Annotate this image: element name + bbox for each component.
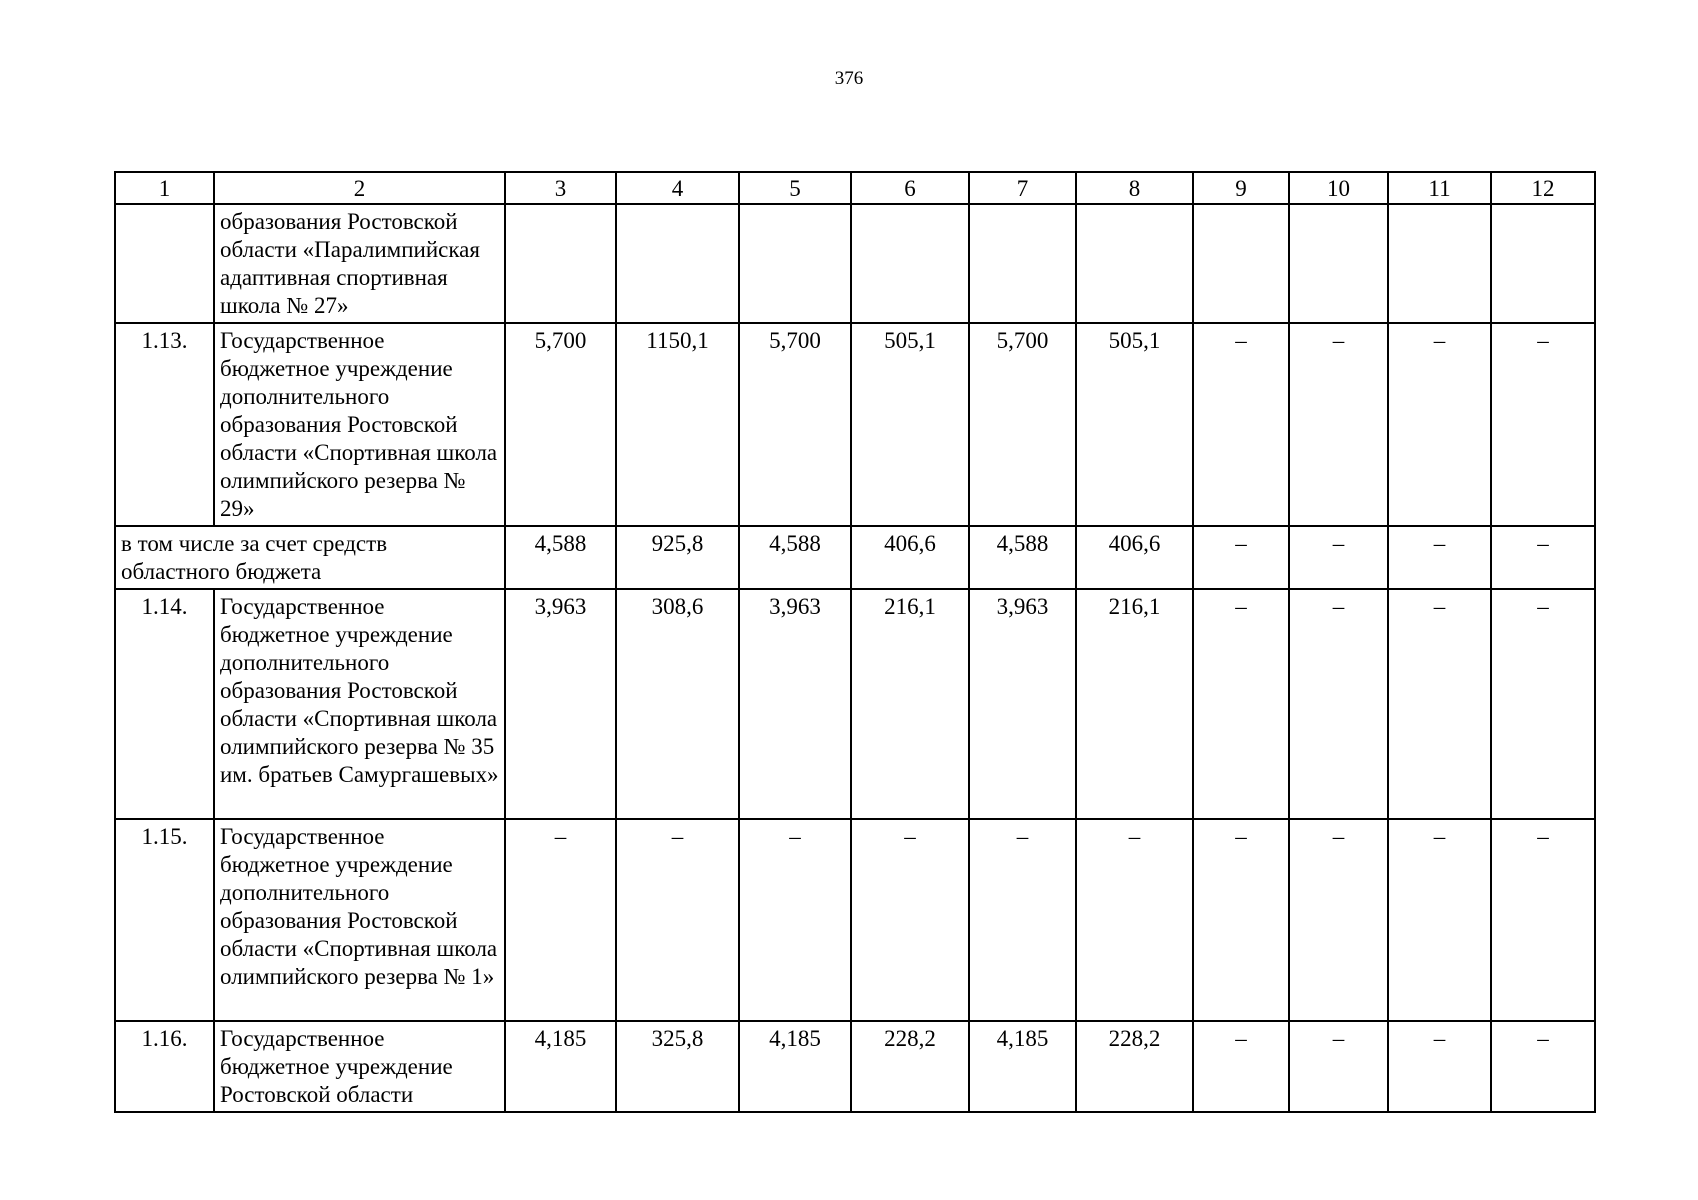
- table-row: [115, 204, 1595, 323]
- value-cell: [1491, 204, 1595, 323]
- value-cell: –: [1388, 1021, 1491, 1112]
- value-cell: 308,6: [616, 589, 739, 819]
- value-cell: [1289, 204, 1388, 323]
- value-cell: –: [1076, 819, 1193, 1021]
- column-header: 6: [851, 172, 969, 204]
- value-cell: [505, 204, 616, 323]
- value-cell: –: [1193, 819, 1289, 1021]
- row-index: 1.13.: [115, 323, 214, 526]
- value-cell: 3,963: [969, 589, 1076, 819]
- institution-name: Государственное бюджетное учреждение Ростовской области: [214, 1021, 505, 1112]
- value-cell: –: [969, 819, 1076, 1021]
- institution-name: Государственное бюджетное учреждение дополнительного образования Ростовской области «Спортивная школа олимпийского резерва № 29»: [214, 323, 505, 526]
- value-cell: [616, 204, 739, 323]
- row-index: 1.15.: [115, 819, 214, 1021]
- column-number-row: [115, 172, 1595, 204]
- column-header: 3: [505, 172, 616, 204]
- row-index: 1.16.: [115, 1021, 214, 1112]
- value-cell: –: [739, 819, 851, 1021]
- value-cell: 406,6: [851, 526, 969, 589]
- value-cell: –: [1491, 1021, 1595, 1112]
- value-cell: [969, 204, 1076, 323]
- value-cell: [1388, 204, 1491, 323]
- column-header: 1: [115, 172, 214, 204]
- value-cell: 4,588: [505, 526, 616, 589]
- value-cell: –: [1289, 589, 1388, 819]
- institution-name: Государственное бюджетное учреждение дополнительного образования Ростовской области «Спортивная школа олимпийского резерва № 35 им. братьев Самургашевых»: [214, 589, 505, 819]
- value-cell: 4,185: [505, 1021, 616, 1112]
- page-number: 376: [834, 68, 864, 89]
- value-cell: –: [1289, 526, 1388, 589]
- value-cell: 3,963: [739, 589, 851, 819]
- column-header: 10: [1289, 172, 1388, 204]
- subtotal-row: [115, 526, 1595, 589]
- value-cell: 3,963: [505, 589, 616, 819]
- value-cell: –: [1491, 589, 1595, 819]
- value-cell: 216,1: [851, 589, 969, 819]
- column-header: 7: [969, 172, 1076, 204]
- row-index: [115, 204, 214, 323]
- value-cell: 406,6: [1076, 526, 1193, 589]
- column-header: 4: [616, 172, 739, 204]
- value-cell: [1193, 204, 1289, 323]
- table-row: [115, 323, 1595, 526]
- value-cell: –: [1193, 589, 1289, 819]
- value-cell: –: [1388, 819, 1491, 1021]
- value-cell: –: [505, 819, 616, 1021]
- value-cell: –: [1491, 323, 1595, 526]
- value-cell: 505,1: [851, 323, 969, 526]
- subtotal-label: в том числе за счет средств областного бюджета: [115, 526, 505, 589]
- column-header: 12: [1491, 172, 1595, 204]
- table-row: [115, 589, 1595, 819]
- value-cell: 4,185: [969, 1021, 1076, 1112]
- value-cell: –: [1491, 819, 1595, 1021]
- value-cell: 228,2: [851, 1021, 969, 1112]
- institution-name: образования Ростовской области «Паралимпийская адаптивная спортивная школа № 27»: [214, 204, 505, 323]
- value-cell: –: [1388, 589, 1491, 819]
- value-cell: –: [851, 819, 969, 1021]
- value-cell: 4,588: [739, 526, 851, 589]
- column-header: 9: [1193, 172, 1289, 204]
- column-header: 11: [1388, 172, 1491, 204]
- value-cell: –: [1491, 526, 1595, 589]
- value-cell: –: [1193, 1021, 1289, 1112]
- column-header: 8: [1076, 172, 1193, 204]
- value-cell: –: [1289, 819, 1388, 1021]
- value-cell: 5,700: [505, 323, 616, 526]
- value-cell: 216,1: [1076, 589, 1193, 819]
- value-cell: –: [1289, 1021, 1388, 1112]
- value-cell: [851, 204, 969, 323]
- institution-name: Государственное бюджетное учреждение дополнительного образования Ростовской области «Спортивная школа олимпийского резерва № 1»: [214, 819, 505, 1021]
- value-cell: –: [1193, 323, 1289, 526]
- value-cell: 4,588: [969, 526, 1076, 589]
- value-cell: [1076, 204, 1193, 323]
- value-cell: 4,185: [739, 1021, 851, 1112]
- value-cell: 1150,1: [616, 323, 739, 526]
- row-index: 1.14.: [115, 589, 214, 819]
- value-cell: 5,700: [969, 323, 1076, 526]
- column-header: 2: [214, 172, 505, 204]
- budget-table: [114, 171, 1596, 1113]
- value-cell: –: [616, 819, 739, 1021]
- value-cell: 325,8: [616, 1021, 739, 1112]
- column-header: 5: [739, 172, 851, 204]
- value-cell: –: [1289, 323, 1388, 526]
- value-cell: 505,1: [1076, 323, 1193, 526]
- table-row: [115, 819, 1595, 1021]
- value-cell: 925,8: [616, 526, 739, 589]
- value-cell: 228,2: [1076, 1021, 1193, 1112]
- value-cell: –: [1388, 526, 1491, 589]
- value-cell: [739, 204, 851, 323]
- value-cell: –: [1193, 526, 1289, 589]
- table-row: [115, 1021, 1595, 1112]
- value-cell: –: [1388, 323, 1491, 526]
- value-cell: 5,700: [739, 323, 851, 526]
